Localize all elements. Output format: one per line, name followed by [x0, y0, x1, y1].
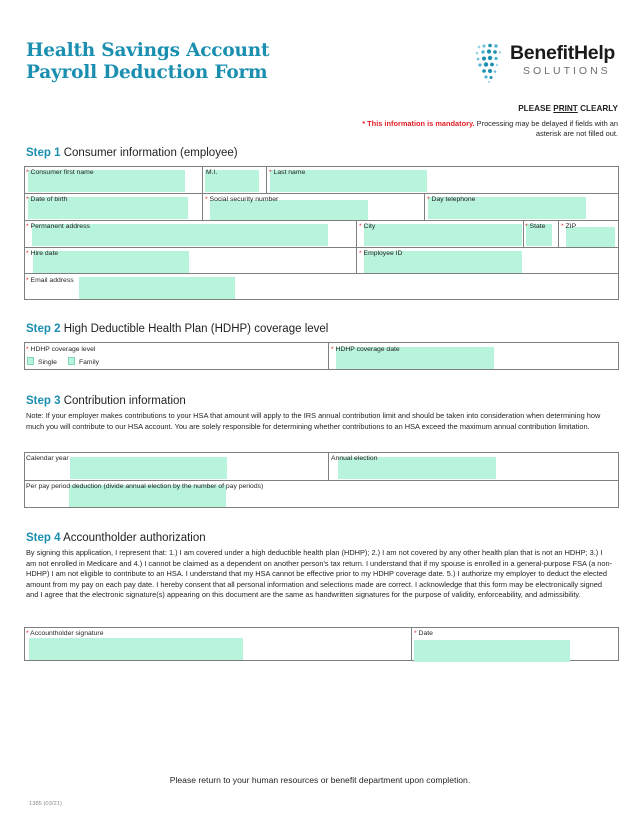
accountholder-signature-label: * Accountholder signature: [26, 630, 104, 637]
divider: [24, 220, 619, 221]
ssn-field[interactable]: [210, 200, 368, 220]
divider: [24, 480, 619, 481]
city-label: * City: [359, 223, 376, 230]
step1-title: Consumer information (employee): [63, 147, 238, 159]
signature-date-field[interactable]: [414, 640, 570, 662]
single-option-label: Single: [38, 359, 57, 366]
print-word: PRINT: [553, 104, 578, 113]
state-label: * State: [525, 223, 546, 230]
day-telephone-label: * Day telephone: [427, 196, 476, 203]
step3-note: Note: If your employer makes contributions to your HSA that amount will apply to the IRS annual contribution limit and should be taken into consideration when determining how much you will contribute to our HSA account. You are solely responsible for determining whether contributions to an HSA exceed the maximum annual contribution limitation.: [26, 411, 601, 431]
zip-field[interactable]: [566, 227, 615, 247]
step4-title: Accountholder authorization: [63, 532, 206, 544]
divider: [523, 220, 524, 247]
last-name-label: * Last name: [269, 169, 306, 176]
print-clearly-notice: [518, 104, 618, 113]
logo-tagline: SOLUTIONS: [523, 65, 611, 77]
step2-number: Step 2: [26, 323, 61, 335]
per-pay-deduction-label: Per pay period deduction (divide annual election by the number of pay periods): [26, 483, 264, 490]
divider: [24, 273, 619, 274]
form-title-line2: Payroll Deduction Form: [26, 62, 268, 83]
accountholder-signature-field[interactable]: [29, 638, 243, 660]
step4-number: Step 4: [26, 532, 61, 544]
calendar-year-label: Calendar year: [26, 455, 69, 462]
hdhp-coverage-date-label: * HDHP coverage date: [331, 346, 400, 353]
return-instructions: Please return to your human resources or benefit department upon completion.: [169, 775, 471, 785]
annual-election-label: Annual election: [331, 455, 378, 462]
step1-heading: [26, 147, 238, 159]
family-checkbox[interactable]: [68, 357, 75, 365]
divider: [411, 627, 412, 661]
divider: [202, 193, 203, 220]
step1-number: Step 1: [26, 147, 61, 159]
hdhp-coverage-level-label: * HDHP coverage level: [26, 346, 96, 353]
mandatory-text: * This information is mandatory.: [362, 119, 475, 128]
divider: [328, 342, 329, 370]
zip-label: * ZIP: [561, 223, 577, 230]
date-of-birth-label: * Date of birth: [26, 196, 68, 203]
signature-date-label: * Date: [414, 630, 433, 637]
mandatory-rest: Processing may be delayed if fields with an asterisk are not filled out.: [474, 119, 618, 138]
step4-heading: [26, 532, 206, 544]
first-name-label: * Consumer first name: [26, 169, 94, 176]
calendar-year-field[interactable]: [70, 457, 227, 479]
email-field[interactable]: [79, 277, 235, 299]
divider: [356, 220, 357, 273]
family-option-label: Family: [79, 359, 100, 366]
print-prefix: PLEASE: [518, 104, 554, 113]
email-label: * Email address: [26, 277, 74, 284]
mandatory-notice: [338, 119, 618, 139]
divider: [202, 166, 203, 193]
divider: [328, 452, 329, 480]
employee-id-label: * Employee ID: [359, 250, 403, 257]
step4-authorization-text: By signing this application, I represent that: 1.) I am covered under a high deductible health plan (HDHP); 2.) I am not covered by any other health plan that is not an HDHP; 3.) I am not enrolled in Medicare and 4.) I cannot be claimed as a dependent on another person's tax return. I understand that if my spouse is enrolled in a general-purpose FSA (a non-HDHP) I am not eligible to contribute to an HSA. I understand that my HSA cannot be effective prior to my HDHP coverage date. 5.) I authorize my employer to deduct the elected amount from my pay on each pay date. I hereby consent that all personal information and selections made are correct. I acknowledge that this form may be electronically signed and I agree that the electronic signature(s) appearing on this document are the same as handwritten signatures for the purpose of validity, enforceability, and admissibility.: [26, 548, 613, 600]
step2-title: High Deductible Health Plan (HDHP) coverage level: [63, 323, 329, 335]
divider: [24, 193, 619, 194]
form-title-line1: Health Savings Account: [26, 40, 270, 61]
print-suffix: CLEARLY: [577, 104, 618, 113]
divider: [24, 247, 619, 248]
divider: [424, 193, 425, 220]
permanent-address-label: * Permanent address: [26, 223, 90, 230]
logo-wordmark: BenefitHelp: [510, 42, 616, 64]
step3-title: Contribution information: [63, 395, 186, 407]
step3-number: Step 3: [26, 395, 61, 407]
form-title: [26, 40, 269, 84]
benefithelp-logo-icon: [474, 43, 508, 83]
divider: [266, 166, 267, 193]
form-code: 1385 (03/21): [29, 801, 62, 807]
step3-heading: [26, 395, 186, 407]
divider: [558, 220, 559, 247]
step2-heading: [26, 323, 328, 335]
single-checkbox[interactable]: [27, 357, 34, 365]
hire-date-label: * Hire date: [26, 250, 59, 257]
ssn-label: * Social security number: [205, 196, 279, 203]
city-field[interactable]: [364, 224, 522, 246]
step2-table: [24, 342, 619, 370]
middle-initial-label: M.I.: [206, 169, 218, 176]
